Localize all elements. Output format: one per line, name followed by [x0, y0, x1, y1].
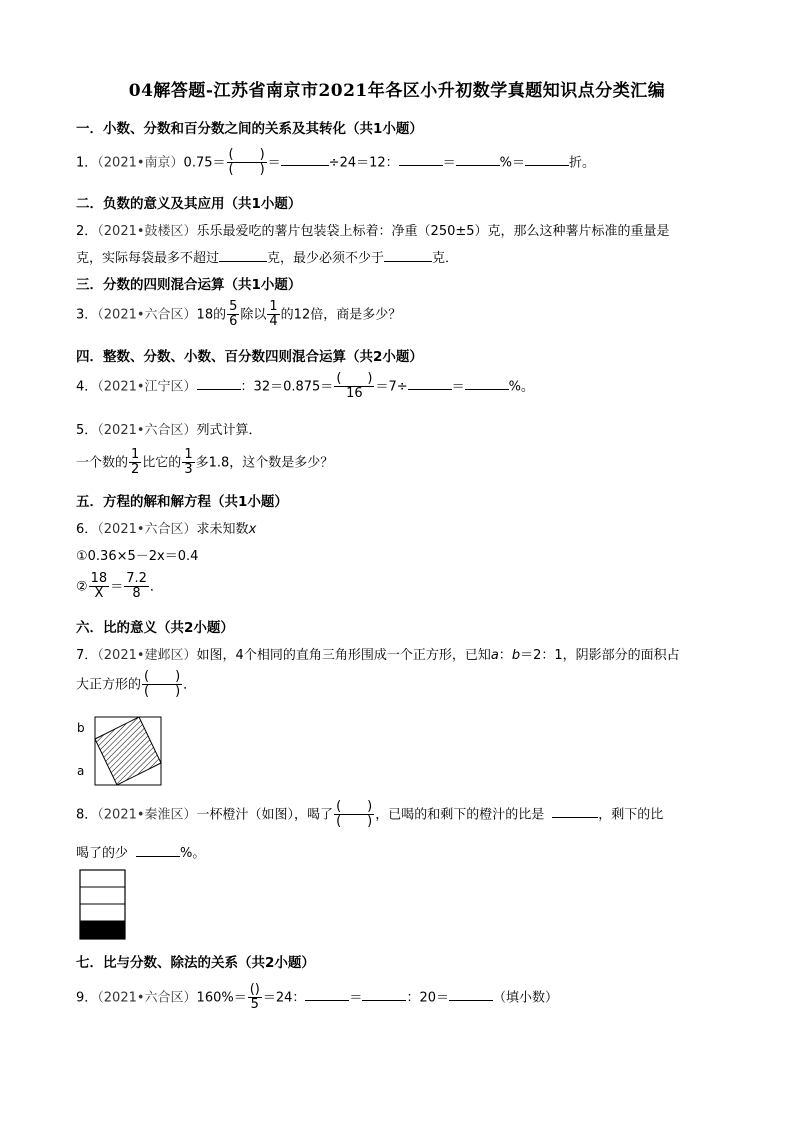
question-7-line-2: 大正方形的 $\frac{( )}{( )}$ ．	[76, 669, 197, 700]
section-heading-2: 二．负数的意义及其应用（共1小题）	[76, 196, 302, 212]
figure-label-a: a	[77, 764, 85, 778]
section-heading-5: 五．方程的解和解方程（共1小题）	[76, 494, 288, 510]
document-title: 04解答题-江苏省南京市2021年各区小升初数学真题知识点分类汇编	[128, 81, 666, 101]
question-6-eq-2: ② $\frac{18}{X}$ ＝ $\frac{7.2}{8}$ ．	[76, 571, 163, 602]
question-6-eq-1: ①0.36×5－2x＝0.4	[76, 549, 199, 564]
question-2-line-2: 克，实际每袋最多不超过 克，最少必须不少于 克．	[76, 251, 459, 266]
section-heading-3: 三．分数的四则混合运算（共1小题）	[76, 277, 302, 293]
question-8-line-2: 喝了的少 %。	[76, 846, 206, 861]
question-2-line-1: 2．（2021•鼓楼区）乐乐最爱吃的薯片包装袋上标着：净重（250±5）克，那么这种薯片标准的重量是	[76, 224, 670, 239]
question-4: 4．（2021•江宁区） ：32＝0.875＝ $\frac{( )}{16}$ ＝7÷ ＝ %。	[76, 371, 535, 402]
question-3: 3．（2021•六合区）18的 $\frac{5}{6}$ 除以 $\frac{1}{4}$ 的12倍，商是多少？	[76, 299, 402, 330]
square-triangle-figure	[94, 716, 162, 786]
question-7-line-1: 7．（2021•建邺区）如图，4个相同的直角三角形围成一个正方形，已知a：b＝2：1，阴影部分的面积占	[76, 648, 680, 663]
section-heading-6: 六．比的意义（共2小题）	[76, 620, 234, 636]
question-8-line-1: 8．（2021•秦淮区）一杯橙汁（如图），喝了 $\frac{( )}{( )}$ ，已喝的和剩下的橙汁的比是 ，剩下的比	[76, 799, 664, 830]
juice-glass-figure	[79, 869, 127, 941]
figure-label-b: b	[77, 721, 85, 735]
section-heading-1: 一．小数、分数和百分数之间的关系及其转化（共1小题）	[76, 121, 423, 137]
question-9: 9．（2021•六合区）160%＝ $\frac{()}{5}$ ＝24： ＝ ：20＝ （填小数）	[76, 982, 558, 1013]
section-heading-7: 七．比与分数、除法的关系（共2小题）	[76, 955, 315, 971]
section-heading-4: 四．整数、分数、小数、百分数四则混合运算（共2小题）	[76, 349, 423, 365]
question-1: 1．（2021•南京）0.75＝ $\frac{( )}{( )}$ ＝ ÷24＝12： ＝ %＝ 折。	[76, 147, 596, 178]
remaining-juice	[80, 921, 125, 939]
question-5-line-2: 一个数的 $\frac{1}{2}$ 比它的 $\frac{1}{3}$ 多1.8，这个数是多少？	[76, 447, 334, 478]
question-5-line-1: 5．（2021•六合区）列式计算．	[76, 423, 262, 438]
question-6-line-1: 6．（2021•六合区）求未知数x	[76, 522, 257, 537]
